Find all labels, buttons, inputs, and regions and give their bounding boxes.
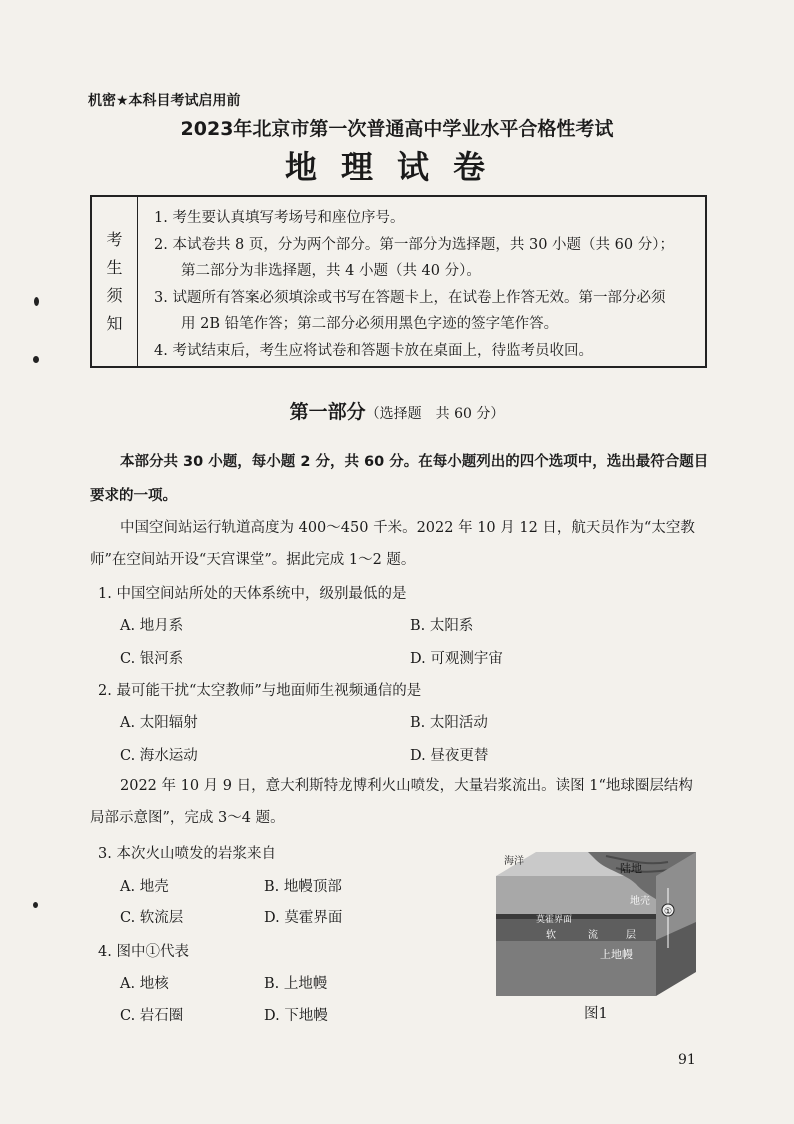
context2-line2: 局部示意图”，完成 3～4 题。 [90, 810, 285, 826]
context1-line2: 师”在空间站开设“天宫课堂”。据此完成 1～2 题。 [90, 552, 416, 568]
question-4-stem: 4. 图中①代表 [98, 944, 189, 960]
question-1-option-d: D. 可观测宇宙 [410, 651, 503, 667]
notice-line: 2. 本试卷共 8 页，分为两个部分。第一部分为选择题，共 30 小题（共 60 分）； [154, 236, 674, 253]
notice-items [154, 205, 697, 364]
confidential-label: 机密★本科目考试启用前 [88, 93, 241, 109]
notice-line: 4. 考试结束后，考生应将试卷和答题卡放在桌面上，待监考员收回。 [154, 342, 593, 359]
exam-title: 2023年北京市第一次普通高中学业水平合格性考试 [180, 118, 614, 140]
subject-title: 地理试卷 [284, 148, 509, 186]
question-3-option-c: C. 软流层 [120, 910, 184, 926]
asthenosphere-label-3: 层 [626, 930, 636, 941]
question-2-option-a: A. 太阳辐射 [120, 715, 198, 731]
question-3-option-d: D. 莫霍界面 [264, 910, 343, 926]
binding-mark [34, 297, 39, 306]
context1-line1: 中国空间站运行轨道高度为 400～450 千米。2022 年 10 月 12 日，航天员作为“太空教 [120, 520, 695, 536]
question-2-option-b: B. 太阳活动 [410, 715, 488, 731]
question-1-stem: 1. 中国空间站所处的天体系统中，级别最低的是 [98, 586, 407, 602]
notice-line: 用 2B 铅笔作答；第二部分必须用黑色字迹的签字笔作答。 [181, 316, 559, 332]
question-1-option-a: A. 地月系 [120, 618, 184, 634]
figure-caption: 图1 [584, 1006, 608, 1022]
earth-layers-figure [496, 848, 696, 996]
question-4-option-a: A. 地核 [120, 976, 169, 992]
question-1-option-b: B. 太阳系 [410, 618, 474, 634]
candidate-notice-box [90, 195, 707, 368]
question-2-stem: 2. 最可能干扰“太空教师”与地面师生视频通信的是 [98, 683, 422, 699]
part1-intro-line2: 要求的一项。 [90, 488, 177, 504]
notice-label-char: 须 [106, 285, 123, 305]
question-3-option-b: B. 地幔顶部 [264, 879, 342, 895]
moho-label: 莫霍界面 [536, 915, 573, 925]
notice-label-char: 知 [106, 313, 123, 333]
question-3-stem: 3. 本次火山喷发的岩浆来自 [98, 846, 276, 862]
page-number: 91 [678, 1052, 696, 1068]
crust-band [496, 876, 656, 914]
question-4-option-b: B. 上地幔 [264, 976, 328, 992]
crust-label: 地壳 [630, 896, 650, 907]
notice-line: 1. 考生要认真填写考场号和座位序号。 [154, 210, 405, 226]
part1-subtitle: （选择题 共 60 分） [365, 406, 505, 422]
question-2-option-d: D. 昼夜更替 [410, 748, 489, 764]
part1-intro-line1: 本部分共 30 小题，每小题 2 分，共 60 分。在每小题列出的四个选项中，选出最符合题目 [120, 454, 709, 470]
part1-heading: 第一部分 [289, 401, 366, 423]
land-label: 陆地 [620, 862, 642, 875]
question-4-option-c: C. 岩石圈 [120, 1008, 184, 1024]
notice-line: 第二部分为非选择题，共 4 小题（共 40 分）。 [181, 263, 481, 279]
question-1-option-c: C. 银河系 [120, 651, 184, 667]
asthenosphere-label-2: 流 [588, 930, 598, 941]
ocean-label: 海洋 [504, 856, 524, 867]
question-2-option-c: C. 海水运动 [120, 748, 198, 764]
question-4-option-d: D. 下地幔 [264, 1008, 328, 1024]
notice-label [92, 197, 138, 366]
context2-line1: 2022 年 10 月 9 日，意大利斯特龙博利火山喷发，大量岩浆流出。读图 1“地球圈层结构 [120, 778, 693, 794]
question-3-option-a: A. 地壳 [120, 879, 169, 895]
marker-label: ① [663, 907, 673, 917]
upper-mantle-label: 上地幔 [600, 948, 633, 961]
asthenosphere-label-1: 软 [546, 930, 556, 941]
binding-mark [33, 902, 38, 908]
binding-mark [33, 356, 39, 363]
notice-label-char: 生 [106, 257, 123, 277]
notice-line: 3. 试题所有答案必须填涂或书写在答题卡上，在试卷上作答无效。第一部分必须 [154, 289, 666, 306]
part1-title [0, 397, 794, 424]
moho-line [496, 914, 656, 919]
notice-label-char: 考 [106, 229, 123, 249]
